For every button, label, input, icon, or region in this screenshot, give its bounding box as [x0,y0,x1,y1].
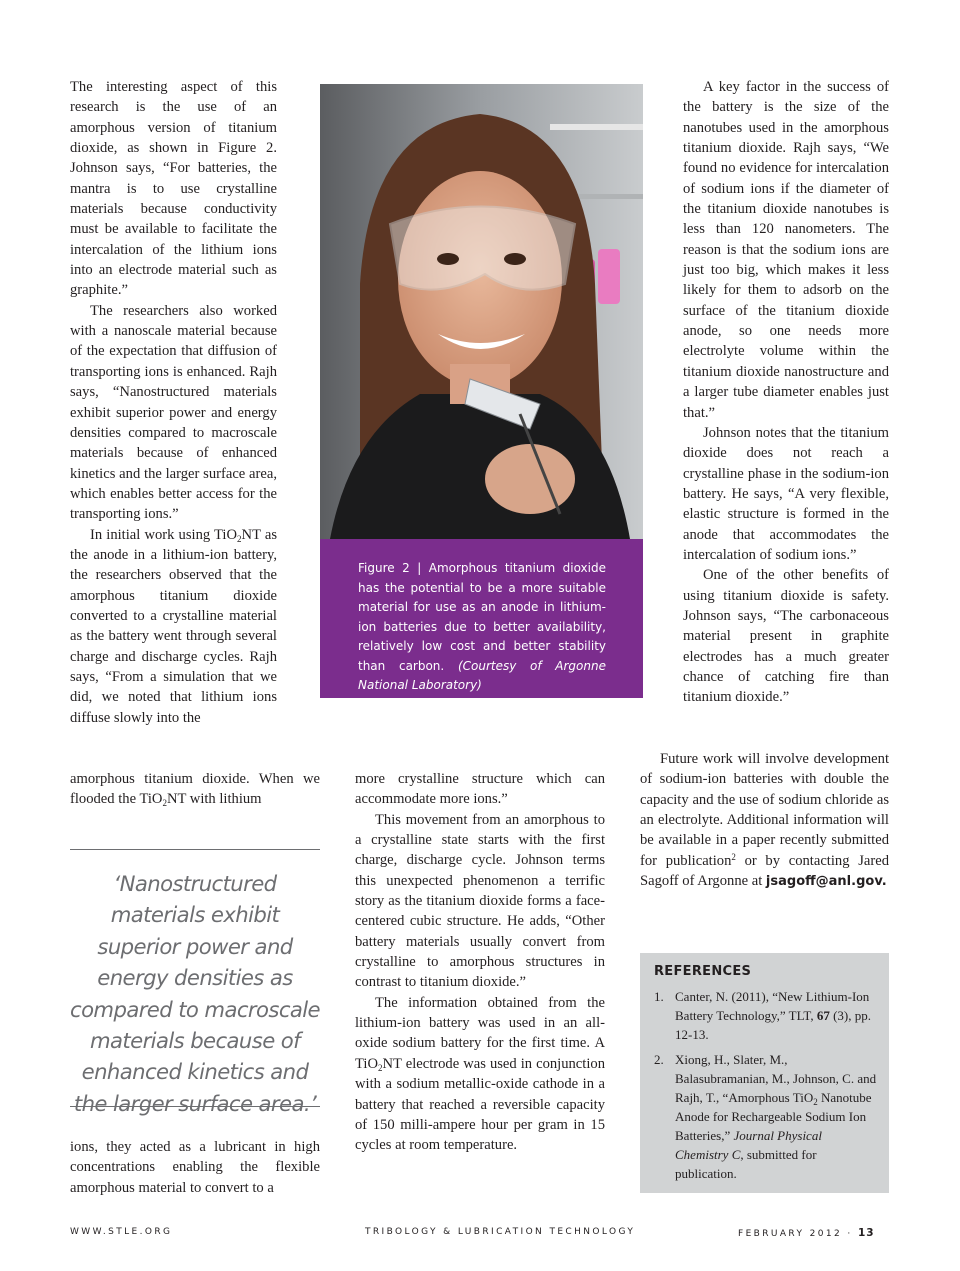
email-link[interactable]: jsagoff@anl.gov. [765,874,887,890]
footer-website: WWW.STLE.ORG [70,1227,173,1237]
footer-date-page: FEBRUARY 2012 · 13 [738,1227,875,1239]
column-1-lower [70,769,320,810]
column-3-upper [683,77,889,708]
paragraph: One of the other benefits of using titanium dioxide is safety. Johnson says, “The carbonaceous material present in graphite electrodes has a much greater chance of catching fire than titanium dioxide.” [683,567,889,706]
pull-quote [70,849,320,1116]
paragraph: ions, they acted as a lubricant in high concentrations enabling the flexible amorphous material to convert to a [70,1139,320,1196]
references-box: REFERENCES 1. Canter, N. (2011), “New Lithium-Ion Battery Technology,” TLT, 67 (3), pp. 12-13. 2. Xiong, H., Slater, M., Balasubramanian, M., Johnson, C. and Rajh, T., “Amorphous TiO$_2$ Nanotube Anode for Rechargeable Sodium Ion Batteries,” Journal Physical Chemistry C, submitted for publication. [640,953,889,1193]
paragraph: Future work will involve development of sodium-ion batteries with double the capacity and the use of sodium chloride as an electrolyte. Additional information will be available in a paper recently submitted for publication$^2$ or by contacting Jared Sagoff of Argonne at jsagoff@anl.gov. [640,751,889,890]
paragraph: The interesting aspect of this research is the use of an amorphous version of titanium dioxide, as shown in Figure 2. Johnson says, “For batteries, the mantra is to use crystalline materials because conductivity must be available to facilitate the intercalation of the lithium ions into an electrode material such as graphite.” [70,79,277,299]
paragraph: more crystalline structure which can accommodate more ions.” [355,771,605,808]
paragraph: Johnson notes that the titanium dioxide does not reach a crystalline phase in the sodium-ion battery. He says, “A very flexible, elastic structure is formed in the anode that accommodates the intercalation of sodium ions.” [683,424,889,563]
paragraph: A key factor in the success of the battery is the size of the nanotubes used in the amorphous titanium dioxide. Rajh says, “We found no evidence for intercalation of sodium ions if the diameter of the titanium dioxide nanotubes is less than 120 nanometers. The reason is that the sodium ions are just too big, which makes it less likely for them to adsorb on the surface of the titanium dioxide anode, so one needs more electrolyte volume within the titanium dioxide nanostructure and a larger tube diameter enables just that.” [683,79,889,421]
researcher-photo-illustration [320,84,643,539]
paragraph: In initial work using TiO$_2$NT as the anode in a lithium-ion battery, the researchers observed that the amorphous titanium dioxide converted to a crystalline material as the battery went through several charge and discharge cycles. Rajh says, “From a simulation that we did, we noted that lithium ions diffuse slowly into the [70,526,277,726]
page-number: 13 [857,1227,875,1239]
figure-caption-box [320,539,643,698]
column-1-upper [70,77,277,728]
figure-2-photo [320,84,643,539]
caption-credit: (Courtesy of Argonne National Laboratory) [358,658,606,692]
references-title: REFERENCES [654,964,752,979]
column-1-tail [70,1137,320,1198]
figure-caption [358,559,606,696]
paragraph: The information obtained from the lithium-ion battery was used in an all-oxide sodium battery for the first time. A TiO$_2$NT electrode was used in conjunction with a sodium metallic-oxide cathode in a battery that reached a reversible capacity of 150 milli-ampere hour per gram in 15 cycles at room temperature. [355,994,605,1154]
pull-quote-text: ‘Nanostructured materials exhibit superior power and energy densities as compared to macroscale materials because of enhanced kinetics and the larger surface area.’ [70,871,320,1116]
column-3-lower [640,749,889,892]
caption-text: Figure 2 | Amorphous titanium dioxide has the potential to be a more suitable material for use as an anode in lithium-ion batteries due to better availability, relatively low cost and better stability than carbon. [358,561,606,673]
column-2 [355,769,605,1156]
paragraph: The researchers also worked with a nanoscale material because of the expectation that diffusion of transporting ions is enhanced. Rajh says, “Nanostructured materials exhibit superior power and energy densities compared to macroscale materials because of enhanced kinetics and the larger surface area, which enables better access for the transporting ions.” [70,302,277,523]
footer-publication: TRIBOLOGY & LUBRICATION TECHNOLOGY [365,1227,636,1237]
paragraph: amorphous titanium dioxide. When we flooded the TiO$_2$NT with lithium [70,771,320,809]
paragraph: This movement from an amorphous to a crystalline state starts with the first charge, discharge cycle. Johnson terms this unexpected phenomenon a terrific story as the titanium dioxide forms a face-centered cubic structure. He adds, “Other battery materials usually convert from crystalline to amorphous structures in contrast to titanium dioxide.” [355,811,605,991]
